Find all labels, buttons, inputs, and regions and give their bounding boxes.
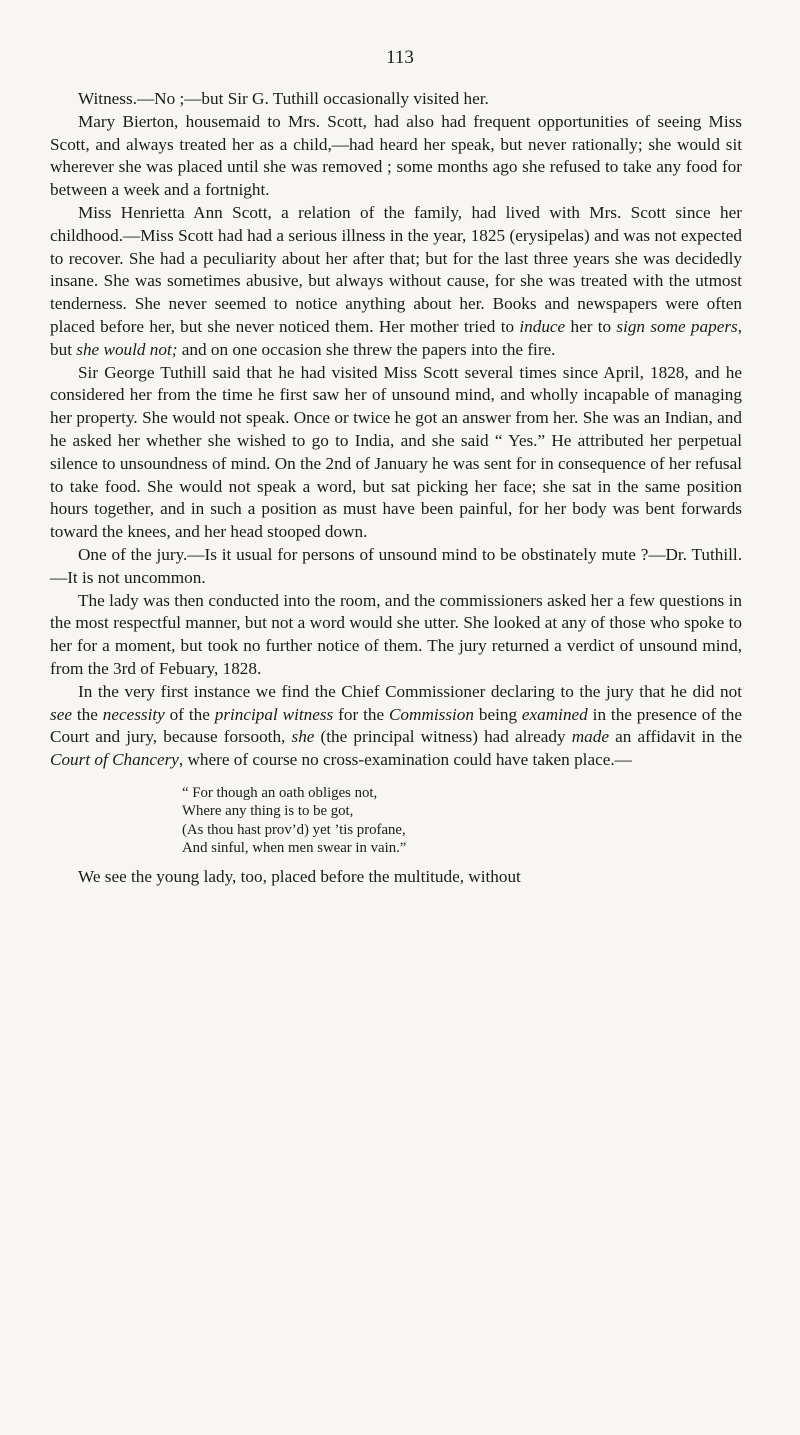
verse-line: And sinful, when men swear in vain.” [182, 840, 407, 857]
closing-line: We see the young lady, too, placed before the multitude, without [78, 866, 521, 886]
italic-text: made [571, 727, 609, 747]
page-number: 113 [386, 47, 414, 68]
italic-text: sign some papers [616, 316, 738, 336]
paragraph-text: and on one occasion she threw the papers into the fire. [177, 339, 556, 359]
italic-text: necessity [102, 704, 165, 724]
italic-text: see [50, 704, 72, 724]
paragraph [50, 88, 742, 111]
paragraph-list [50, 88, 742, 772]
paragraph-text: (the principal witness) had already [314, 727, 572, 747]
paragraph-text: for the [333, 704, 389, 724]
paragraph-text: One of the jury.—Is it usual for persons of unsound mind to be obstinately mute ?—Dr. Tuthill.—It is not uncommon. [50, 544, 742, 587]
paragraph [50, 544, 742, 590]
paragraph-text: Miss Henrietta Ann Scott, a relation of the family, had lived with Mrs. Scott since her childhood.—Miss Scott had had a serious illness in the year, 1825 (erysipelas) and was not expected to recover. She had a peculiarity about her after that; but for the last three years she was decidedly insane. She was sometimes abusive, but always without cause, for she was treated with the utmost tenderness. She never seemed to notice anything about her. Books and newspapers were often placed before her, but she never noticed them. Her mother tried to [50, 202, 742, 336]
paragraph-text: The lady was then conducted into the room, and the commissioners asked her a few questions in the most respectful manner, but not a word would she utter. She looked at any of those who spoke to her for a moment, but took no further notice of them. The jury returned a verdict of unsound mind, from the 3rd of Febuary, 1828. [50, 590, 742, 678]
paragraph [50, 681, 742, 772]
paragraph-text: the [71, 704, 103, 724]
italic-text: principal witness [214, 704, 334, 724]
page-body [50, 88, 742, 889]
italic-text: Commission [388, 704, 474, 724]
paragraph-text: an affidavit in the [608, 727, 743, 747]
paragraph-text: Mary Bierton, housemaid to Mrs. Scott, had also had frequent opportunities of seeing Miss Scott, and always treated her as a child,—had heard her speak, but never rationally; she would sit wherever she was placed until she was removed ; some months ago she refused to take any food for between a week and a fortnight. [50, 111, 742, 200]
paragraph [50, 590, 742, 681]
italic-text: she would not; [76, 339, 178, 359]
verse-line: (As thou hast prov’d) yet ’tis profane, [182, 821, 406, 838]
paragraph-text: In the very first instance we find the Chief Commissioner declaring to the jury that he did not [78, 681, 742, 701]
paragraph-text: her to [565, 316, 617, 336]
paragraph-text: in the presence of the Court and jury, because forsooth, [50, 704, 742, 747]
italic-text: Court of Chancery [50, 750, 179, 770]
verse-quotation [50, 784, 742, 858]
paragraph [50, 202, 742, 362]
paragraph-text: , but [50, 316, 743, 359]
paragraph-text: Witness.—No ;—but Sir G. Tuthill occasionally visited her. [78, 89, 489, 108]
verse-line: Where any thing is to be got, [182, 803, 354, 820]
paragraph [50, 362, 742, 544]
paragraph-text: being [473, 704, 522, 724]
italic-text: she [291, 727, 315, 747]
italic-text: examined [521, 704, 588, 724]
paragraph-text: , where of course no cross-examination could have taken place.— [178, 750, 632, 770]
paragraph-text: Sir George Tuthill said that he had visited Miss Scott several times since April, 1828, and he considered her from the time he first saw her of unsound mind, and wholly incapable of managing her property. She would not speak. Once or twice he got an answer from her. She was an Indian, and he asked her whether she wished to go to India, and she said “ Yes.” He attributed her perpetual silence to unsoundness of mind. On the 2nd of January he was sent for in consequence of her refusal to take food. She would not speak a word, but sat picking her face; she sat in the same position hours together, and in such a position as must have been painful, for her body was bent forwards toward the knees, and her head stooped down. [50, 362, 742, 542]
italic-text: induce [519, 316, 566, 336]
paragraph [50, 111, 742, 202]
paragraph-text: of the [164, 704, 215, 724]
verse-line: “ For though an oath obliges not, [182, 784, 378, 801]
